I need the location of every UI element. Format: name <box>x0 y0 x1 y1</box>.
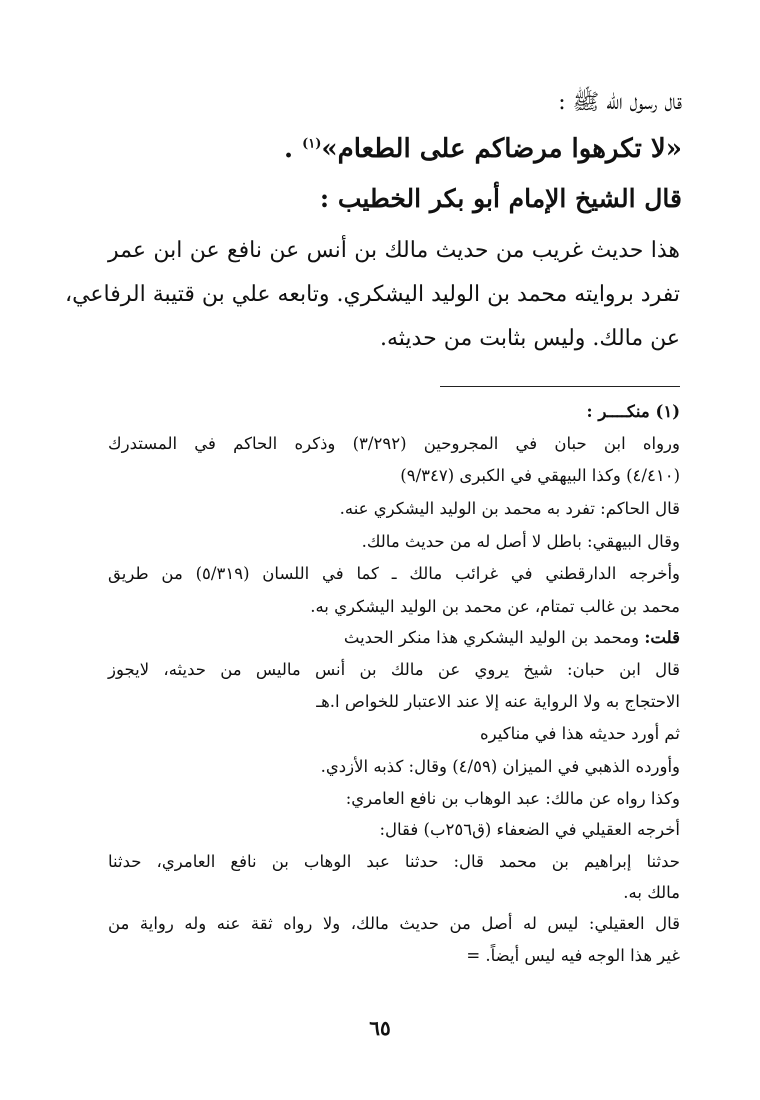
footnote-qult-line <box>344 628 680 647</box>
qult-text: ومحمد بن الوليد اليشكري هذا منكر الحديث <box>343 628 645 647</box>
footnote-line: محمد بن غالب تمتام، عن محمد بن الوليد اليشكري به. <box>310 597 680 616</box>
section-heading: قال الشيخ الإمام أبو بكر الخطيب : <box>319 184 682 213</box>
footnote-line: وقال البيهقي: باطل لا أصل له من حديث مالك. <box>361 532 680 551</box>
footnote-heading: (١) منكــــر : <box>586 402 680 421</box>
footnote-line: ورواه ابن حبان في المجروحين (٣/٢٩٢) وذكره الحاكم في المستدرك <box>108 434 680 453</box>
footnote-line: وأورده الذهبي في الميزان (٤/٥٩) وقال: كذبه الأزدي. <box>320 757 680 776</box>
intro-line: قال رسول الله ﷺ : <box>558 90 682 115</box>
footnote-line: غير هذا الوجه فيه ليس أيضاً. = <box>466 946 680 965</box>
footnote-line: وأخرجه الدارقطني في غرائب مالك ـ كما في اللسان (٥/٣١٩) من طريق <box>108 564 681 583</box>
footnote-line: الاحتجاج به ولا الرواية عنه إلا عند الاعتبار للخواص ا.هـ <box>316 692 680 711</box>
footnote-line: مالك به. <box>623 883 680 902</box>
body-line: هذا حديث غريب من حديث مالك بن أنس عن نافع عن ابن عمر <box>108 238 680 263</box>
footnote-line: قال العقيلي: ليس له أصل من حديث مالك، ولا رواه ثقة عنه وله رواية من <box>108 914 680 933</box>
footnote-line: وكذا رواه عن مالك: عبد الوهاب بن نافع العامري: <box>345 789 680 808</box>
body-line: عن مالك. وليس بثابت من حديثه. <box>380 326 680 351</box>
footnote-line: حدثنا إبراهيم بن محمد قال: حدثنا عبد الوهاب بن نافع العامري، حدثنا <box>108 852 680 871</box>
body-line: تفرد بروايته محمد بن الوليد اليشكري. وتابعه علي بن قتيبة الرفاعي، <box>64 282 680 307</box>
footnote-line: قال الحاكم: تفرد به محمد بن الوليد اليشكري عنه. <box>339 499 680 518</box>
hadith-end: . <box>283 134 294 164</box>
footnote-line: قال ابن حبان: شيخ يروي عن مالك بن أنس ماليس من حديثه، لايجوز <box>108 660 680 679</box>
footnote-line: ثم أورد حديثه هذا في مناكيره <box>480 724 680 743</box>
footnote-ref[interactable]: (١) <box>302 136 322 152</box>
hadith-line <box>284 134 682 164</box>
page-number: ٦٥ <box>369 1016 391 1040</box>
qult-label: قلت: <box>644 628 680 647</box>
footnote-line: أخرجه العقيلي في الضعفاء (ق٢٥٦ب) فقال: <box>379 820 680 839</box>
footnote-line: (٤/٤١٠) وكذا البيهقي في الكبرى (٩/٣٤٧) <box>400 466 680 485</box>
hadith-text: «لا تكرهوا مرضاكم على الطعام» <box>321 134 682 164</box>
footnote-separator <box>440 386 680 387</box>
